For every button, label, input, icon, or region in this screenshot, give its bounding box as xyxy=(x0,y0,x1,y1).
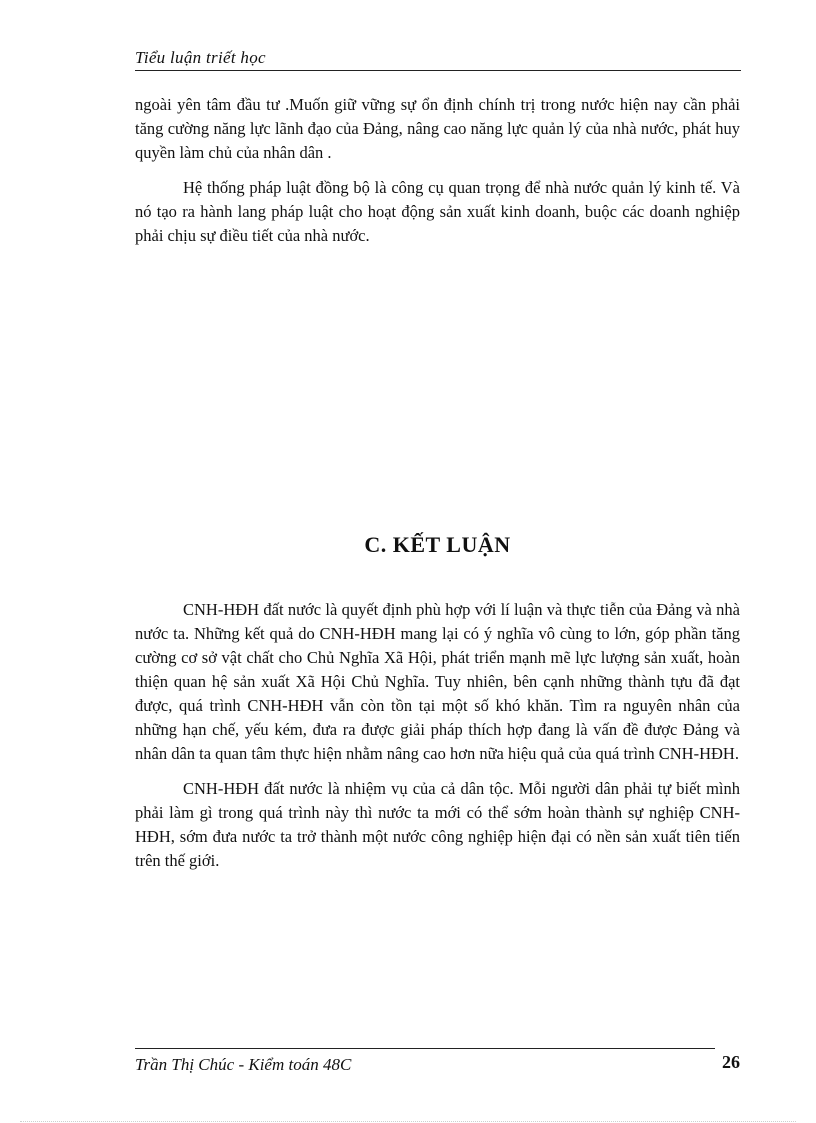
top-text-block xyxy=(135,93,740,248)
paragraph-continuation: ngoài yên tâm đầu tư .Muốn giữ vững sự ổn định chính trị trong nước hiện nay cần phải tăng cường năng lực lãnh đạo của Đảng, nâng cao năng lực quản lý của nhà nước, phát huy quyền làm chủ của nhân dân . xyxy=(135,95,740,162)
page-number: 26 xyxy=(722,1052,740,1072)
paragraph-legal-system: Hệ thống pháp luật đồng bộ là công cụ quan trọng để nhà nước quản lý kinh tế. Và nó tạo ra hành lang pháp luật cho hoạt động sản xuất kinh doanh, buộc các doanh nghiệp phải chịu sự điều tiết của nhà nước. xyxy=(135,178,740,245)
paragraph-conclusion-2: CNH-HĐH đất nước là nhiệm vụ của cả dân tộc. Mỗi người dân phải tự biết mình phải làm gì trong quá trình này thì nước ta mới có thể sớm hoàn thành sự nghiệp CNH-HĐH, sớm đưa nước ta trở thành một nước công nghiệp hiện đại có nền sản xuất tiên tiến trên thế giới. xyxy=(135,779,740,870)
footer-divider xyxy=(135,1048,715,1049)
header-divider xyxy=(135,70,741,71)
section-heading-conclusion: C. KẾT LUẬN xyxy=(364,532,511,557)
page-bottom-edge xyxy=(20,1121,796,1122)
running-header-title: Tiểu luận triết học xyxy=(135,48,266,67)
conclusion-text-block xyxy=(135,598,740,873)
footer-author: Trần Thị Chúc - Kiểm toán 48C xyxy=(135,1055,352,1074)
paragraph-conclusion-1: CNH-HĐH đất nước là quyết định phù hợp với lí luận và thực tiễn của Đảng và nhà nước ta. Những kết quả do CNH-HĐH mang lại có ý nghĩa vô cùng to lớn, góp phần tăng cường cơ sở vật chất cho Chủ Nghĩa Xã Hội, phát triển mạnh mẽ lực lượng sản xuất, hoàn thiện quan hệ sản xuất Xã Hội Chủ Nghĩa. Tuy nhiên, bên cạnh những thành tựu đã đạt được, quá trình CNH-HĐH vẫn còn tồn tại một số khó khăn. Tìm ra nguyên nhân của những hạn chế, yếu kém, đưa ra được giải pháp thích hợp đang là vấn đề được Đảng và nhân dân ta quan tâm thực hiện nhằm nâng cao hơn nữa hiệu quả của quá trình CNH-HĐH. xyxy=(135,600,740,763)
